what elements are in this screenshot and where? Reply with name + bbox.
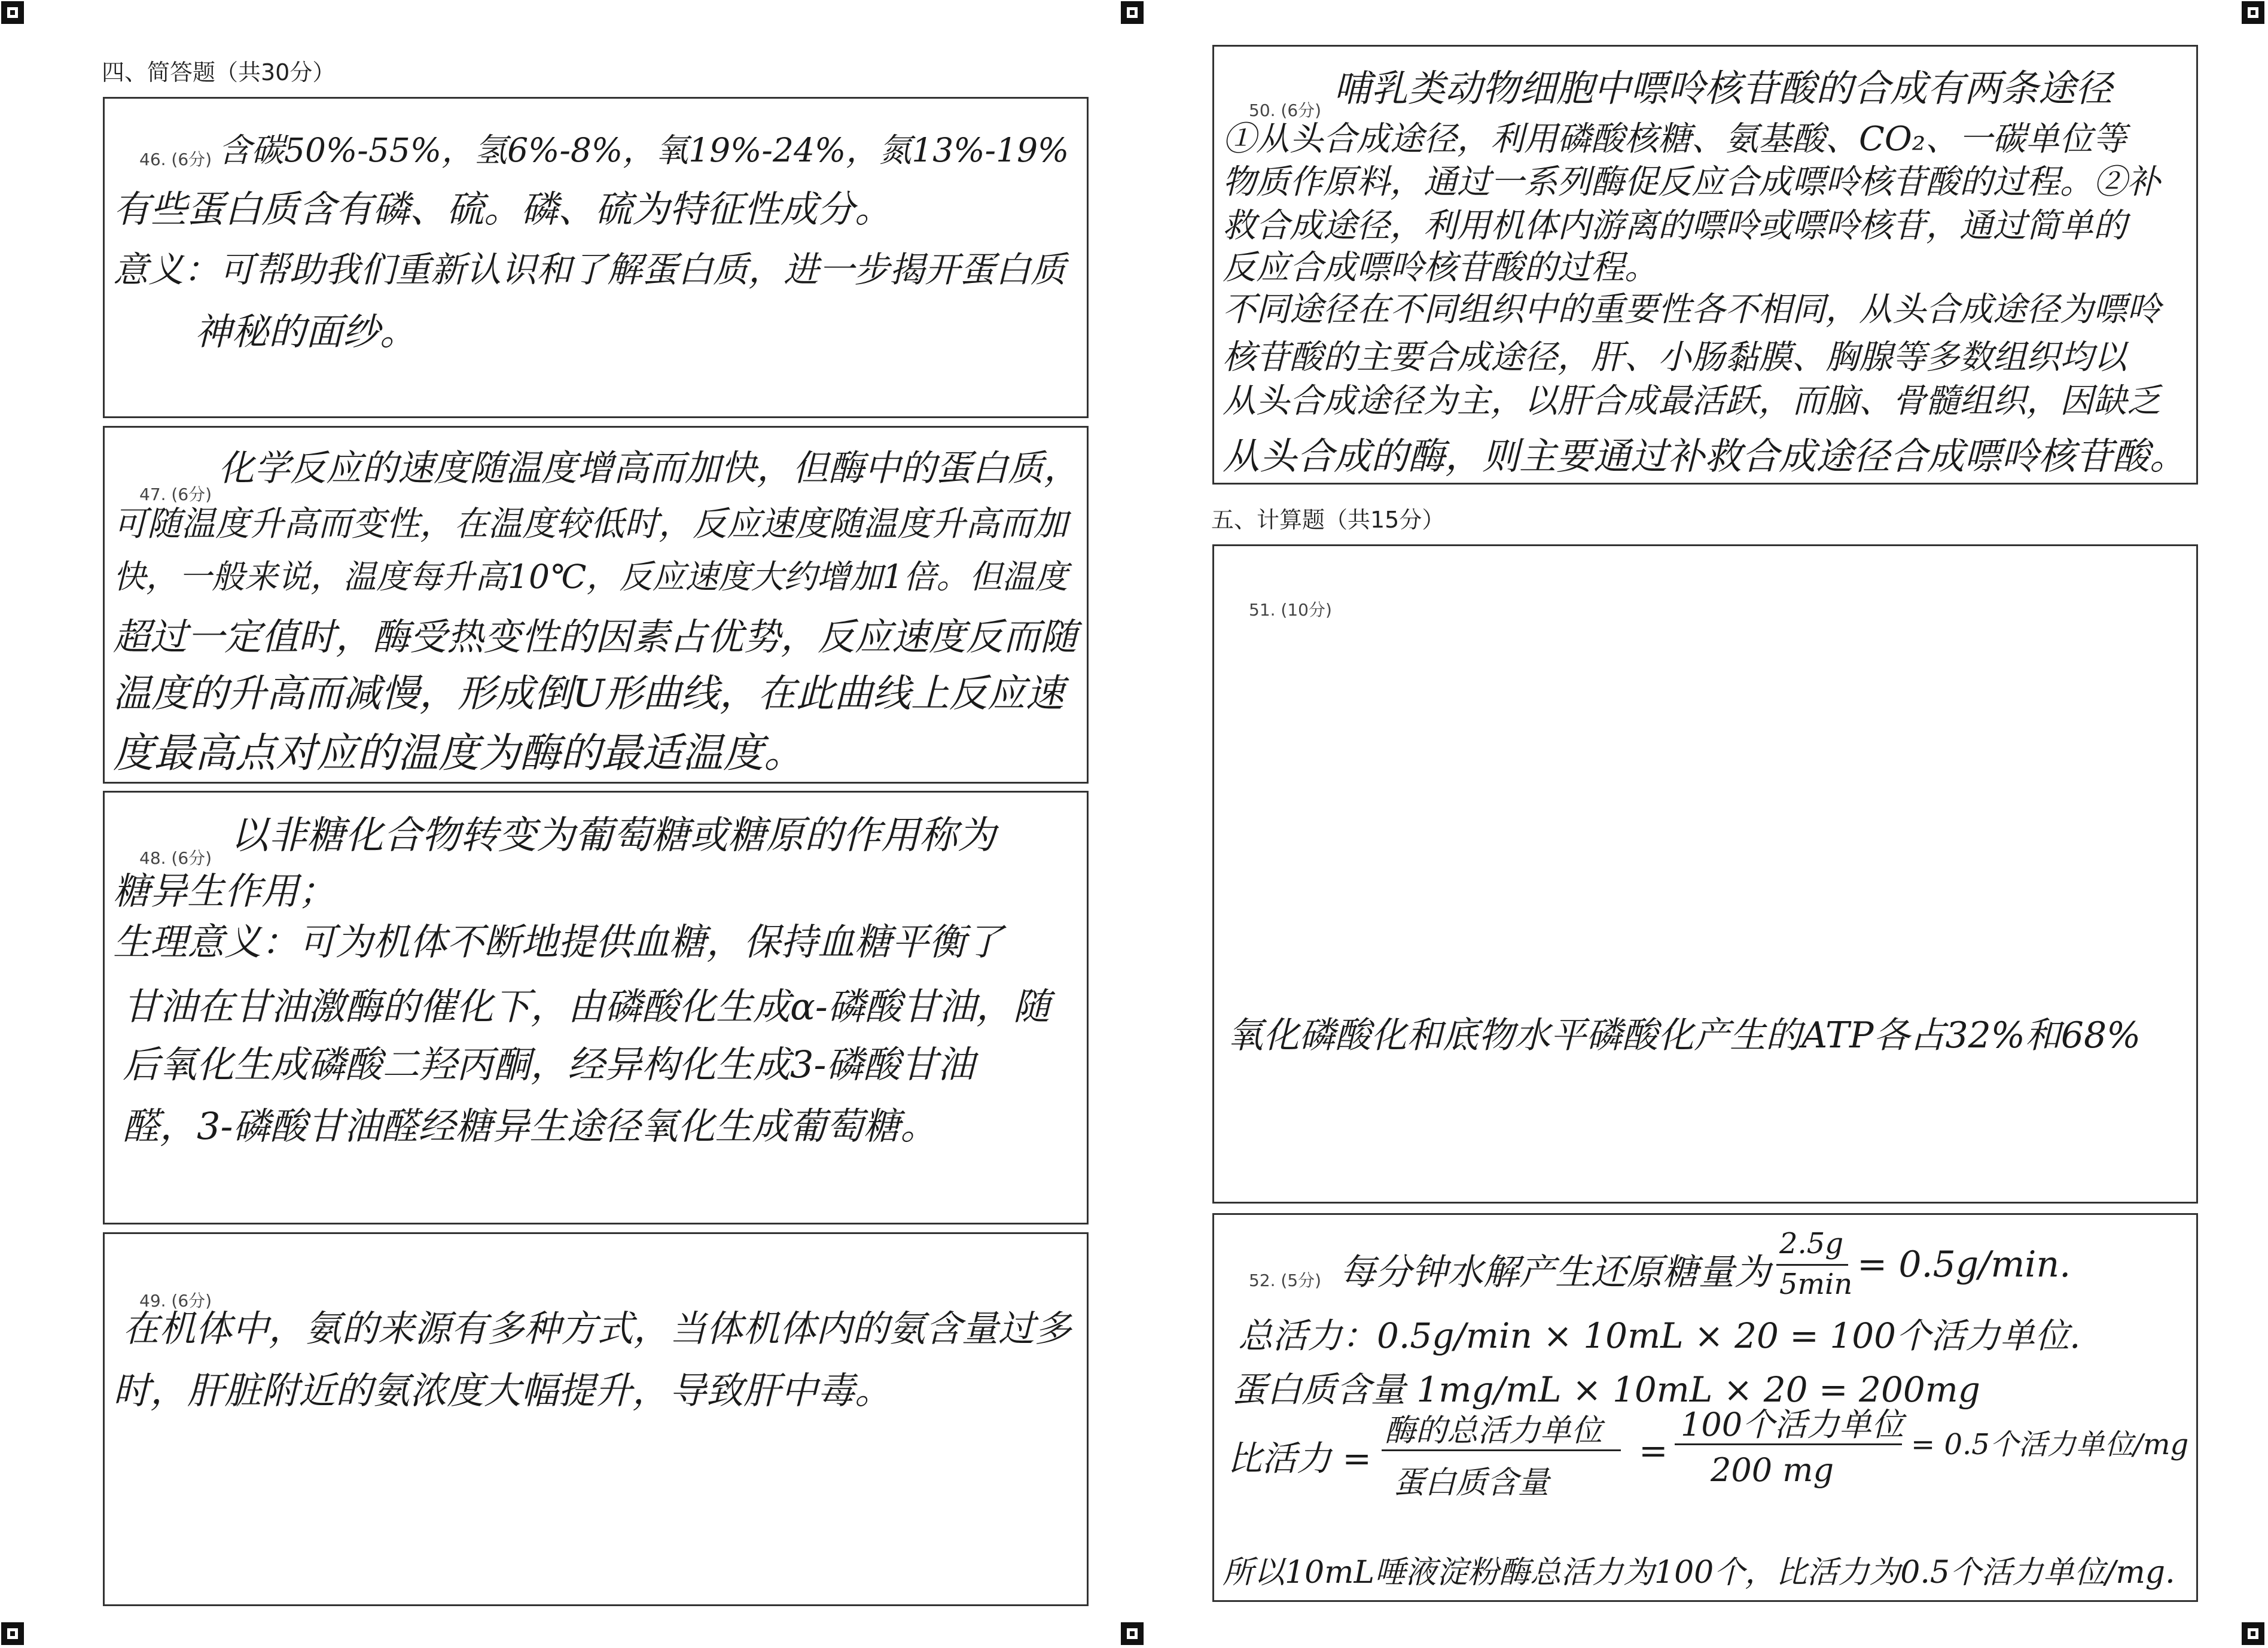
answer-box-q49 bbox=[103, 1232, 1089, 1606]
answer-line: 总活力：0.5g/min × 10mL × 20 = 100个活力单位. bbox=[1238, 1315, 2081, 1356]
fraction-bar bbox=[1675, 1443, 1902, 1445]
answer-line: 可随温度升高而变性，在温度较低时，反应速度随温度升高而加 bbox=[113, 504, 1068, 544]
answer-line: 哺乳类动物细胞中嘌呤核苷酸的合成有两条途径 bbox=[1334, 66, 2113, 110]
answer-line: 有些蛋白质含有磷、硫。磷、硫为特征性成分。 bbox=[113, 187, 892, 231]
answer-line: 温度的升高而减慢，形成倒U形曲线，在此曲线上反应速 bbox=[113, 672, 1064, 716]
answer-line: 不同途径在不同组织中的重要性各不相同，从头合成途径为嘌呤 bbox=[1223, 290, 2160, 329]
answer-box-q46 bbox=[103, 97, 1089, 418]
answer-line: 意义：可帮助我们重新认识和了解蛋白质，进一步揭开蛋白质 bbox=[113, 249, 1066, 290]
answer-line: 度最高点对应的温度为酶的最适温度。 bbox=[113, 730, 805, 777]
answer-box-q51 bbox=[1212, 544, 2198, 1204]
answer-line: 以非糖化合物转变为葡萄糖或糖原的作用称为 bbox=[230, 814, 996, 858]
corner-marker-top-center bbox=[1121, 1, 1144, 24]
corner-marker-bottom-right bbox=[2242, 1622, 2264, 1645]
fraction-numerator: 100个活力单位 bbox=[1681, 1406, 1904, 1443]
fraction-bar bbox=[1776, 1264, 1848, 1266]
fraction-denominator: 蛋白质含量 bbox=[1394, 1465, 1550, 1501]
question-number-q46: 46. (6分) bbox=[139, 150, 212, 169]
section-title-calculation: 五、计算题（共15分） bbox=[1211, 507, 1445, 533]
answer-line: 反应合成嘌呤核苷酸的过程。 bbox=[1223, 248, 1658, 287]
answer-box-q52 bbox=[1212, 1213, 2198, 1602]
answer-line: 蛋白质含量 1mg/mL × 10mL × 20 = 200mg bbox=[1232, 1369, 1980, 1410]
answer-box-q48 bbox=[103, 791, 1089, 1224]
fraction-numerator: 2.5g bbox=[1779, 1227, 1844, 1260]
answer-line: ①从头合成途径，利用磷酸核糖、氨基酸、CO₂、一碳单位等 bbox=[1223, 120, 2127, 159]
fraction-numerator: 酶的总活力单位 bbox=[1385, 1413, 1603, 1449]
answer-line: 所以10mL唾液淀粉酶总活力为100个，比活力为0.5个活力单位/mg. bbox=[1223, 1555, 2175, 1591]
answer-line: = 0.5个活力单位/mg bbox=[1911, 1428, 2189, 1461]
fraction-bar bbox=[1382, 1449, 1621, 1451]
answer-line: 时，肝脏附近的氨浓度大幅提升，导致肝中毒。 bbox=[113, 1369, 892, 1412]
answer-box-q47 bbox=[103, 426, 1089, 784]
answer-line: 比活力 = bbox=[1227, 1438, 1372, 1479]
answer-line: 甘油在甘油激酶的催化下，由磷酸化生成α-磷酸甘油，随 bbox=[123, 985, 1050, 1028]
answer-line: 核苷酸的主要合成途径，肝、小肠黏膜、胸腺等多数组织均以 bbox=[1223, 338, 2127, 377]
corner-marker-top-left bbox=[1, 1, 24, 24]
question-number-q52: 52. (5分) bbox=[1249, 1271, 1322, 1290]
answer-line: 神秘的面纱。 bbox=[194, 310, 417, 354]
fraction-denominator: 5min bbox=[1779, 1268, 1853, 1301]
answer-line: 从头合成途径为主，以肝合成最活跃，而脑、骨髓组织，因缺乏 bbox=[1223, 382, 2160, 421]
answer-line: 超过一定值时，酶受热变性的因素占优势，反应速度反而随 bbox=[113, 615, 1078, 659]
answer-line: 含碳50%-55%，氢6%-8%，氧19%-24%，氮13%-19% bbox=[218, 131, 1069, 169]
answer-line: 生理意义：可为机体不断地提供血糖，保持血糖平衡了 bbox=[113, 920, 1004, 964]
answer-line: 醛，3-磷酸甘油醛经糖异生途径氧化生成葡萄糖。 bbox=[123, 1104, 938, 1148]
question-number-q51: 51. (10分) bbox=[1249, 600, 1332, 620]
answer-line: 糖异生作用； bbox=[113, 869, 336, 913]
question-number-q48: 48. (6分) bbox=[139, 848, 212, 868]
fraction-denominator: 200 mg bbox=[1711, 1451, 1834, 1489]
question-number-q50: 50. (6分) bbox=[1249, 100, 1322, 120]
equals-sign: = bbox=[1639, 1430, 1668, 1471]
question-number-q47: 47. (6分) bbox=[139, 485, 212, 504]
answer-line: 后氧化生成磷酸二羟丙酮，经异构化生成3-磷酸甘油 bbox=[123, 1043, 975, 1086]
corner-marker-bottom-center bbox=[1121, 1622, 1144, 1645]
answer-line: 每分钟水解产生还原糖量为 bbox=[1340, 1251, 1770, 1293]
question-number-q49: 49. (6分) bbox=[139, 1291, 212, 1311]
answer-line: = 0.5g/min. bbox=[1857, 1244, 2071, 1285]
answer-line: 快，一般来说，温度每升高10℃，反应速度大约增加1倍。但温度 bbox=[113, 558, 1068, 596]
answer-line: 氧化磷酸化和底物水平磷酸化产生的ATP各占32%和68% bbox=[1227, 1015, 2141, 1056]
answer-line: 化学反应的速度随温度增高而加快，但酶中的蛋白质， bbox=[218, 447, 1080, 489]
corner-marker-top-right bbox=[2242, 1, 2264, 24]
answer-box-q50 bbox=[1212, 45, 2198, 485]
answer-line: 在机体中，氨的来源有多种方式，当体机体内的氨含量过多 bbox=[123, 1308, 1072, 1350]
answer-line: 从头合成的酶，则主要通过补救合成途径合成嘌呤核苷酸。 bbox=[1223, 434, 2187, 478]
section-title-short-answer: 四、简答题（共30分） bbox=[102, 59, 336, 86]
answer-line: 物质作原料，通过一系列酶促反应合成嘌呤核苷酸的过程。②补 bbox=[1223, 163, 2160, 202]
corner-marker-bottom-left bbox=[1, 1622, 24, 1645]
answer-line: 救合成途径，利用机体内游离的嘌呤或嘌呤核苷，通过简单的 bbox=[1223, 206, 2127, 245]
